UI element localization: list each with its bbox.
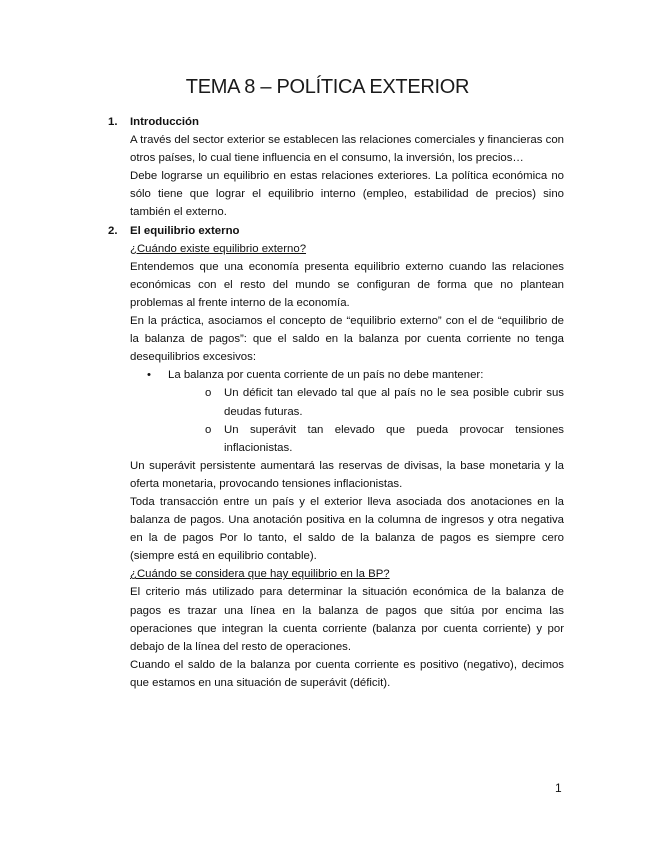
- paragraph: Cuando el saldo de la balanza por cuenta corriente es positivo (negativo), decimos que estamos en una situación de superávit (déficit).: [130, 658, 564, 689]
- bullet-list: [130, 366, 564, 456]
- paragraph: Toda transacción entre un país y el exterior lleva asociada dos anotaciones en la balanza de pagos. Una anotación positiva en la columna de ingresos y otra negativa en la de pagos Por lo tanto, el saldo de la balanza de pagos es siempre cero (siempre está en equilibrio contable).: [130, 495, 564, 563]
- sub-list-item: [168, 421, 564, 457]
- paragraph: En la práctica, asociamos el concepto de “equilibrio externo” con el de “equilibrio de la balanza de pagos”: que el saldo en la balanza por cuenta corriente no tenga desequilibrios excesivos:: [130, 315, 564, 364]
- section-heading: Introducción: [130, 116, 199, 128]
- paragraph: Debe lograrse un equilibrio en estas relaciones exteriores. La política económica no sólo tiene que lograr el equilibrio interno (empleo, estabilidad de precios) sino también el externo.: [130, 170, 564, 219]
- document-content: [108, 113, 564, 692]
- sub-list-item: [168, 384, 564, 420]
- paragraph: A través del sector exterior se establecen las relaciones comerciales y financieras con otros países, lo cual tiene influencia en el consumo, la inversión, los precios…: [130, 134, 564, 165]
- section-1-body: [130, 131, 564, 221]
- section-heading: El equilibrio externo: [130, 224, 240, 237]
- section-number: 2.: [108, 224, 118, 237]
- section-2-heading: [108, 222, 564, 240]
- page-number: 1: [555, 781, 562, 795]
- sub-list-item-text: Un superávit tan elevado que pueda provocar tensiones inflacionistas.: [224, 423, 564, 454]
- list-item: [130, 366, 564, 456]
- list-item-text: La balanza por cuenta corriente de un país no debe mantener:: [168, 369, 484, 382]
- sub-list-item-text: Un déficit tan elevado tal que al país no le sea posible cubrir sus deudas futuras.: [224, 387, 564, 418]
- paragraph: Entendemos que una economía presenta equilibrio externo cuando las relaciones económicas con el resto del mundo se configuran de forma que no plantean problemas al frente interno de la economía.: [130, 260, 564, 309]
- paragraph: El criterio más utilizado para determinar la situación económica de la balanza de pagos es trazar una línea en la balanza de pagos que sitúa por encima las operaciones que integran la cuenta corriente (balanza por cuenta corriente) y por debajo de la línea del resto de operaciones.: [130, 586, 564, 653]
- sub-bullet-marker: o: [205, 387, 212, 400]
- section-number: 1.: [108, 116, 118, 128]
- bullet-marker: •: [147, 369, 151, 382]
- sub-bullet-marker: o: [205, 423, 212, 436]
- sub-bullet-list: [168, 384, 564, 456]
- subheading-question: ¿Cuándo se considera que hay equilibrio en la BP?: [130, 568, 390, 581]
- page-title: TEMA 8 – POLÍTICA EXTERIOR: [185, 76, 470, 98]
- section-1-heading: [108, 113, 564, 131]
- paragraph: Un superávit persistente aumentará las reservas de divisas, la base monetaria y la oferta monetaria, provocando tensiones inflacionistas.: [130, 459, 564, 490]
- section-2-body: [130, 240, 564, 692]
- subheading-question: ¿Cuándo existe equilibrio externo?: [130, 242, 307, 255]
